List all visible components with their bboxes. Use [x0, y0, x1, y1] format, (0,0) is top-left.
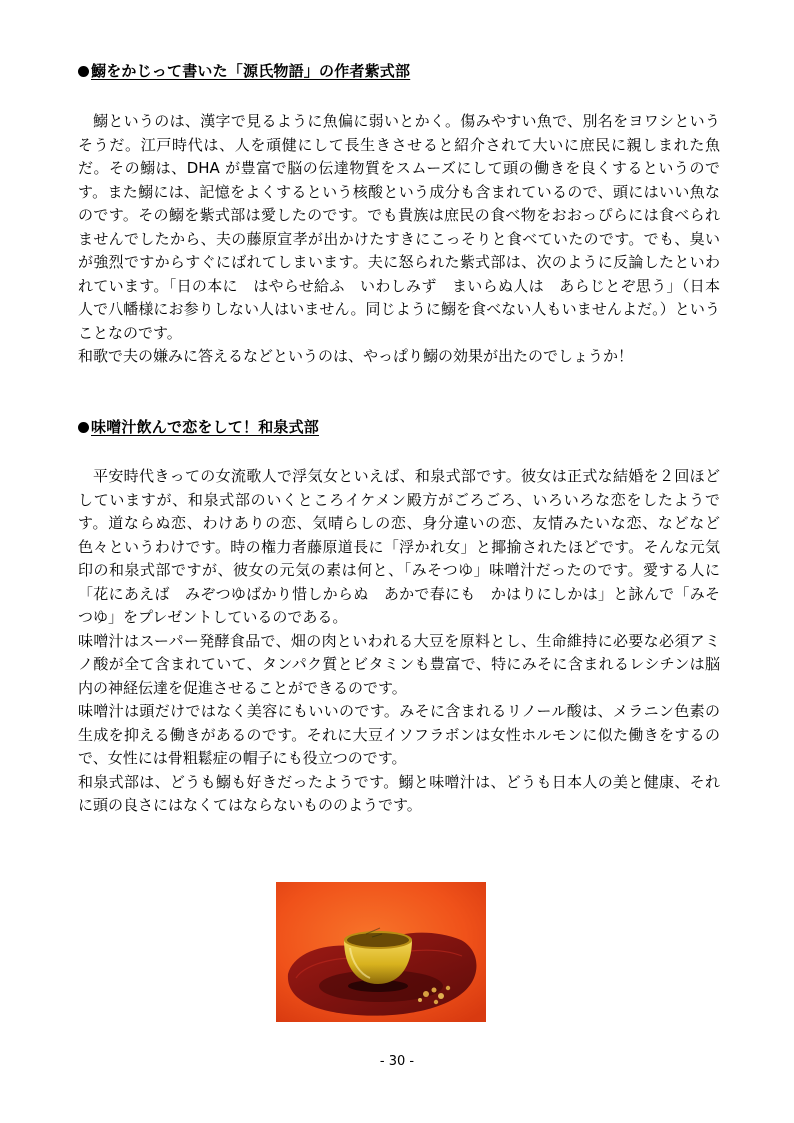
section-body	[78, 465, 720, 818]
paragraph: 鰯というのは、漢字で見るように魚偏に弱いとかく。傷みやすい魚で、別名をヨワシというそうだ。江戸時代は、人を頑健にして長生きさせると紹介されて大いに庶民に親しまれた魚だ。その鰯は、DHA が豊富で脳の伝達物質をスムーズにして頭の働きを良くするというのです。また鰯には、記憶をよくするという核酸という成分も含まれているので、頭にはいい魚なのです。その鰯を紫式部は愛したのです。でも貴族は庶民の食べ物をおおっぴらには食べられませんでしたから、夫の藤原宣孝が出かけたすきにこっそりと食べていたのです。でも、臭いが強烈ですからすぐにばれてしまいます。夫に怒られた紫式部は、次のように反論したといわれています。「日の本に はやらせ給ふ いわしみず まいらぬ人は あらじとぞ思う」（日本人で八幡様にお参りしない人はいません。同じように鰯を食べない人もいませんよだ。）ということなのです。	[78, 112, 720, 342]
gold-bowl	[344, 928, 412, 992]
paragraph: 和泉式部は、どうも鰯も好きだったようです。鰯と味噌汁は、どうも日本人の美と健康、それに頭の良さにはなくてはならないもののようです。	[78, 772, 720, 814]
paragraph: 平安時代きっての女流歌人で浮気女といえば、和泉式部です。彼女は正式な結婚を２回ほどしていますが、和泉式部のいくところイケメン殿方がごろごろ、いろいろな恋をしたようです。道ならぬ恋、わけありの恋、気晴らしの恋、身分違いの恋、友情みたいな恋、などなど色々というわけです。時の権力者藤原道長に「浮かれ女」と揶揄されたほどです。そんな元気印の和泉式部ですが、彼女の元気の素は何と、「みそつゆ」味噌汁だったのです。愛する人に「花にあえば みぞつゆばかり惜しからぬ あかで春にも かはりにしかは」と詠んで「みそつゆ」をプレゼントしているのである。	[78, 467, 720, 626]
bullet-icon	[78, 422, 89, 433]
soup-bowl-illustration	[276, 882, 486, 1022]
section-heading: 鰯をかじって書いた「源氏物語」の作者紫式部	[78, 61, 410, 81]
page-number: - 30 -	[379, 1054, 415, 1069]
bullet-icon	[78, 66, 89, 77]
section-body	[78, 110, 720, 369]
paragraph: 和歌で夫の嫌みに答えるなどというのは、やっぱり鰯の効果が出たのでしょうか！	[78, 347, 634, 365]
paragraph: 味噌汁はスーパー発酵食品で、畑の肉といわれる大豆を原料とし、生命維持に必要な必須アミノ酸が全て含まれていて、タンパク質とビタミンも豊富で、特にみそに含まれるレシチンは脳内の神経伝達を促進させることができるのです。	[78, 631, 720, 697]
paragraph: 味噌汁は頭だけではなく美容にもいいのです。みそに含まれるリノール酸は、メラニン色素の生成を抑える働きがあるのです。それに大豆イソフラボンは女性ホルモンに似た働きをするので、女性には骨粗鬆症の帽子にも役立つのです。	[78, 702, 720, 767]
section-heading: 味噌汁飲んで恋をして！和泉式部	[78, 417, 319, 437]
